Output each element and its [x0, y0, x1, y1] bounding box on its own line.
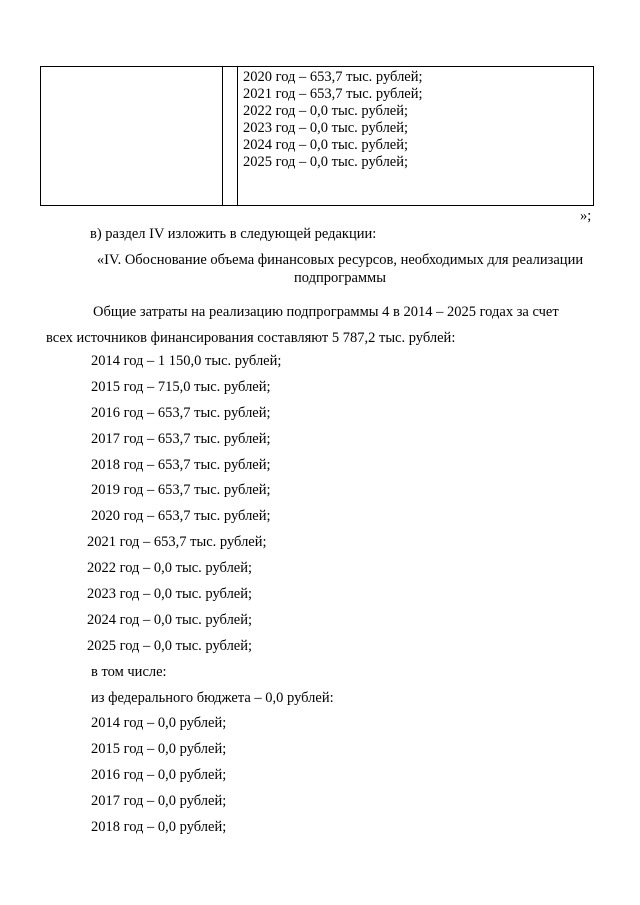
section-heading-line: подпрограммы: [294, 270, 386, 286]
list-item: 2022 год – 0,0 тыс. рублей;: [87, 560, 253, 577]
list-item: 2019 год – 653,7 тыс. рублей;: [91, 482, 271, 499]
intro-paragraph: [46, 299, 606, 351]
list-item: 2023 год – 0,0 тыс. рублей;: [87, 586, 253, 603]
list-item: 2020 год – 653,7 тыс. рублей;: [91, 508, 271, 525]
table-cell-line: 2023 год – 0,0 тыс. рублей;: [243, 120, 409, 136]
table-cell-line: 2020 год – 653,7 тыс. рублей;: [243, 69, 423, 85]
table-cell-line: 2022 год – 0,0 тыс. рублей;: [243, 103, 409, 119]
intro-line: всех источников финансирования составляют 5 787,2 тыс. рублей:: [46, 330, 456, 346]
list-item: 2014 год – 0,0 рублей;: [91, 715, 227, 732]
table-cell-line: 2021 год – 653,7 тыс. рублей;: [243, 86, 423, 102]
list-item: 2018 год – 0,0 рублей;: [91, 819, 227, 836]
intro-line: Общие затраты на реализацию подпрограммы 4 в 2014 – 2025 годах за счет: [93, 304, 559, 320]
list-item: 2016 год – 653,7 тыс. рублей;: [91, 404, 271, 421]
list-item: 2024 год – 0,0 тыс. рублей;: [87, 611, 253, 628]
list-item: в том числе:: [91, 663, 167, 680]
list-item: 2021 год – 653,7 тыс. рублей;: [87, 534, 267, 551]
closing-quote: »;: [580, 208, 592, 224]
list-item: 2017 год – 653,7 тыс. рублей;: [91, 430, 271, 447]
list-item: 2016 год – 0,0 рублей;: [91, 767, 227, 784]
list-item: 2025 год – 0,0 тыс. рублей;: [87, 637, 253, 654]
list-item: из федерального бюджета – 0,0 рублей:: [91, 689, 334, 706]
list-item: 2018 год – 653,7 тыс. рублей;: [91, 456, 271, 473]
list-item: 2014 год – 1 150,0 тыс. рублей;: [91, 353, 282, 369]
table-cell-line: 2024 год – 0,0 тыс. рублей;: [243, 137, 409, 153]
list-item: 2015 год – 0,0 рублей;: [91, 741, 227, 758]
section-heading-line: «IV. Обоснование объема финансовых ресурсов, необходимых для реализации: [96, 252, 584, 268]
table-cell-line: 2025 год – 0,0 тыс. рублей;: [243, 154, 409, 170]
table-column-divider: [237, 67, 238, 205]
table-column-divider: [222, 67, 223, 205]
paragraph-v: в) раздел IV изложить в следующей редакции:: [90, 226, 377, 242]
list-item: 2015 год – 715,0 тыс. рублей;: [91, 378, 271, 395]
table-cell-year-list: [243, 69, 423, 171]
budget-table-fragment: [40, 66, 594, 206]
list-item: 2017 год – 0,0 рублей;: [91, 793, 227, 810]
funding-year-list: [0, 349, 334, 841]
section-heading: [60, 251, 620, 287]
